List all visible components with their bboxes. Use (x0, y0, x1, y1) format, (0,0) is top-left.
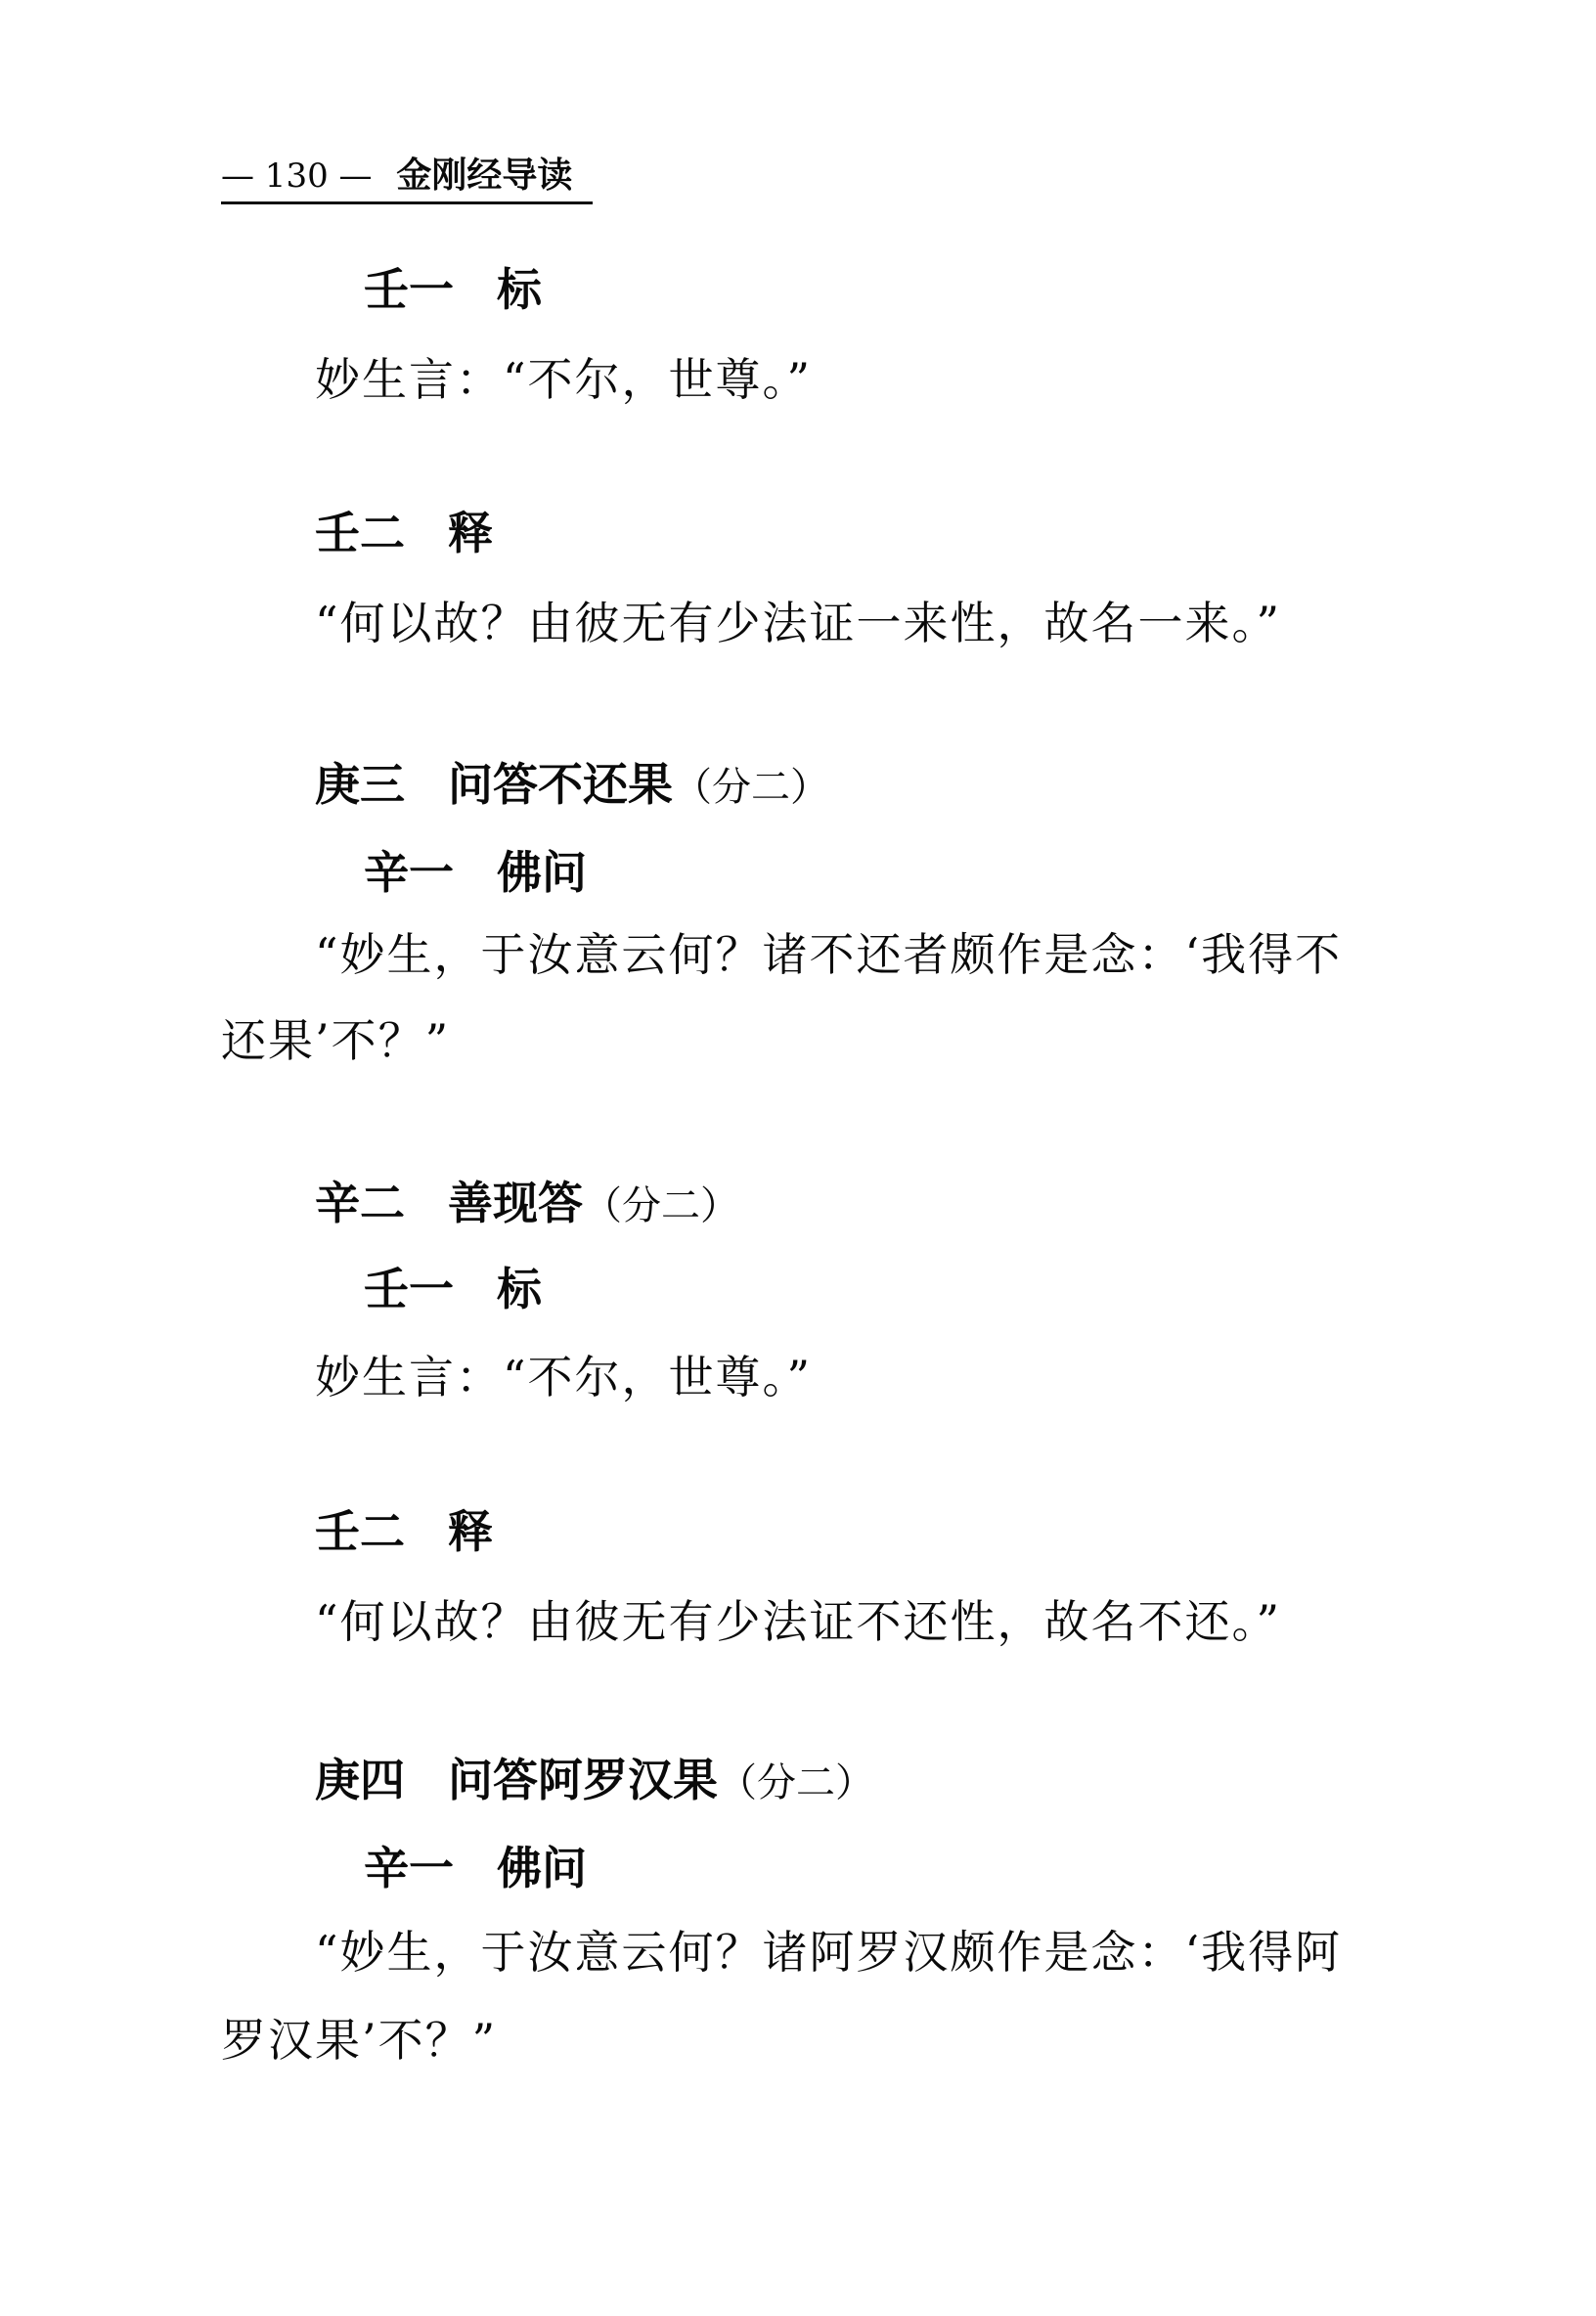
body-text: “妙生，于汝意云何？诸不还者颇作是念：‘我得不 (315, 928, 1343, 981)
heading-label: 辛一 (364, 1842, 454, 1894)
heading-title: 释 (448, 1505, 493, 1558)
heading-title: 佛问 (497, 846, 587, 899)
body-text: 妙生言：“不尔，世尊。” (315, 1351, 813, 1403)
section-heading (315, 755, 829, 814)
heading-label: 壬一 (364, 263, 454, 316)
heading-title: 佛问 (497, 1842, 587, 1894)
section-heading (315, 504, 493, 562)
section-heading (364, 1839, 587, 1897)
body-text: “妙生，于汝意云何？诸阿罗汉颇作是念：‘我得阿 (315, 1926, 1343, 1979)
header-rule (221, 201, 593, 204)
heading-title: 标 (497, 263, 542, 316)
heading-label: 壬二 (315, 507, 405, 559)
heading-label: 辛二 (315, 1177, 405, 1229)
heading-title: 释 (448, 507, 493, 559)
heading-note: （分二） (718, 1760, 874, 1805)
heading-label: 庚三 (315, 758, 405, 811)
book-title: 金刚经导读 (396, 156, 573, 196)
page-number: — 130 — (221, 156, 373, 196)
body-text: 还果’不？” (221, 1014, 451, 1067)
section-heading (315, 1502, 493, 1561)
section-heading (364, 843, 587, 902)
body-text: “何以故？由彼无有少法证一来性，故名一来。” (315, 597, 1282, 649)
heading-label: 庚四 (315, 1754, 405, 1806)
heading-title: 善现答 (448, 1177, 583, 1229)
heading-note: （分二） (673, 765, 829, 810)
heading-title: 问答阿罗汉果 (448, 1754, 718, 1806)
section-heading (315, 1174, 739, 1232)
heading-title: 问答不还果 (448, 758, 673, 811)
heading-label: 壬二 (315, 1505, 405, 1558)
running-head (221, 149, 572, 203)
heading-label: 辛一 (364, 846, 454, 899)
heading-note: （分二） (583, 1183, 739, 1228)
section-heading (315, 1751, 874, 1809)
body-text: 妙生言：“不尔，世尊。” (315, 353, 813, 406)
section-heading (364, 1260, 542, 1318)
body-text: 罗汉果’不？” (221, 2014, 498, 2067)
body-text: “何以故？由彼无有少法证不还性，故名不还。” (315, 1595, 1282, 1648)
section-heading (364, 260, 542, 319)
heading-title: 标 (497, 1263, 542, 1315)
heading-label: 壬一 (364, 1263, 454, 1315)
